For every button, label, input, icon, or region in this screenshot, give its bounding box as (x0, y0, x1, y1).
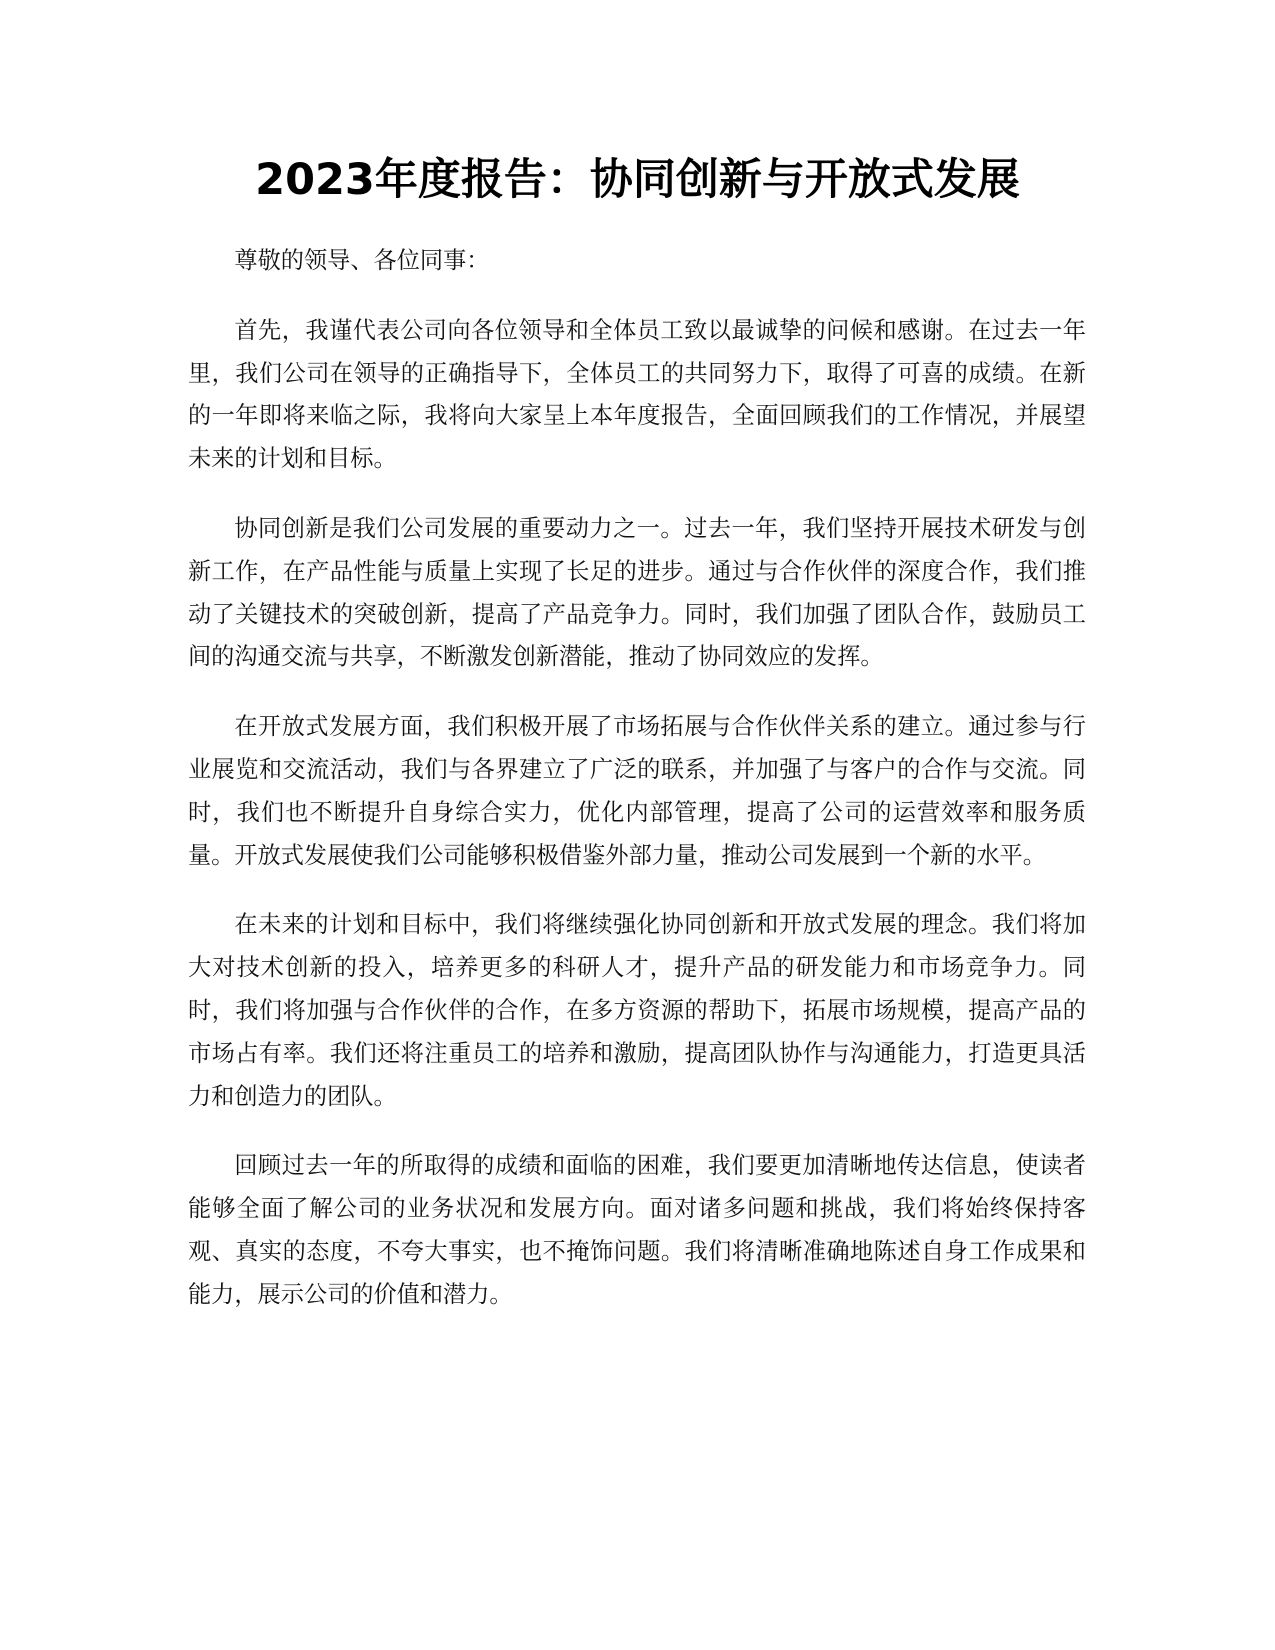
salutation-paragraph: 尊敬的领导、各位同事： (234, 247, 490, 274)
review-paragraph: 回顾过去一年的所取得的成绩和面临的困难，我们要更加清晰地传达信息，使读者能够全面了解公司的业务状况和发展方向。面对诸多问题和挑战，我们将始终保持客观、真实的态度，不夸大事实，也不掩饰问题。我们将清晰准确地陈述自身工作成果和能力，展示公司的价值和潜力。 (188, 1152, 1086, 1308)
intro-paragraph: 首先，我谨代表公司向各位领导和全体员工致以最诚挚的问候和感谢。在过去一年里，我们公司在领导的正确指导下，全体员工的共同努力下，取得了可喜的成绩。在新的一年即将来临之际，我将向大家呈上本年度报告，全面回顾我们的工作情况，并展望未来的计划和目标。 (188, 316, 1086, 473)
document-body (188, 240, 1086, 1344)
open-development-paragraph: 在开放式发展方面，我们积极开展了市场拓展与合作伙伴关系的建立。通过参与行业展览和交流活动，我们与各界建立了广泛的联系，并加强了与客户的合作与交流。同时，我们也不断提升自身综合实力，优化内部管理，提高了公司的运营效率和服务质量。开放式发展使我们公司能够积极借鉴外部力量，推动公司发展到一个新的水平。 (188, 713, 1086, 869)
collaborative-innovation-paragraph: 协同创新是我们公司发展的重要动力之一。过去一年，我们坚持开展技术研发与创新工作，在产品性能与质量上实现了长足的进步。通过与合作伙伴的深度合作，我们推动了关键技术的突破创新，提高了产品竞争力。同时，我们加强了团队合作，鼓励员工间的沟通交流与共享，不断激发创新潜能，推动了协同效应的发挥。 (188, 514, 1086, 671)
future-plans-paragraph: 在未来的计划和目标中，我们将继续强化协同创新和开放式发展的理念。我们将加大对技术创新的投入，培养更多的科研人才，提升产品的研发能力和市场竞争力。同时，我们将加强与合作伙伴的合作，在多方资源的帮助下，拓展市场规模，提高产品的市场占有率。我们还将注重员工的培养和激励，提高团队协作与沟通能力，打造更具活力和创造力的团队。 (188, 911, 1086, 1110)
document-title: 2023年度报告：协同创新与开放式发展 (255, 155, 1020, 205)
